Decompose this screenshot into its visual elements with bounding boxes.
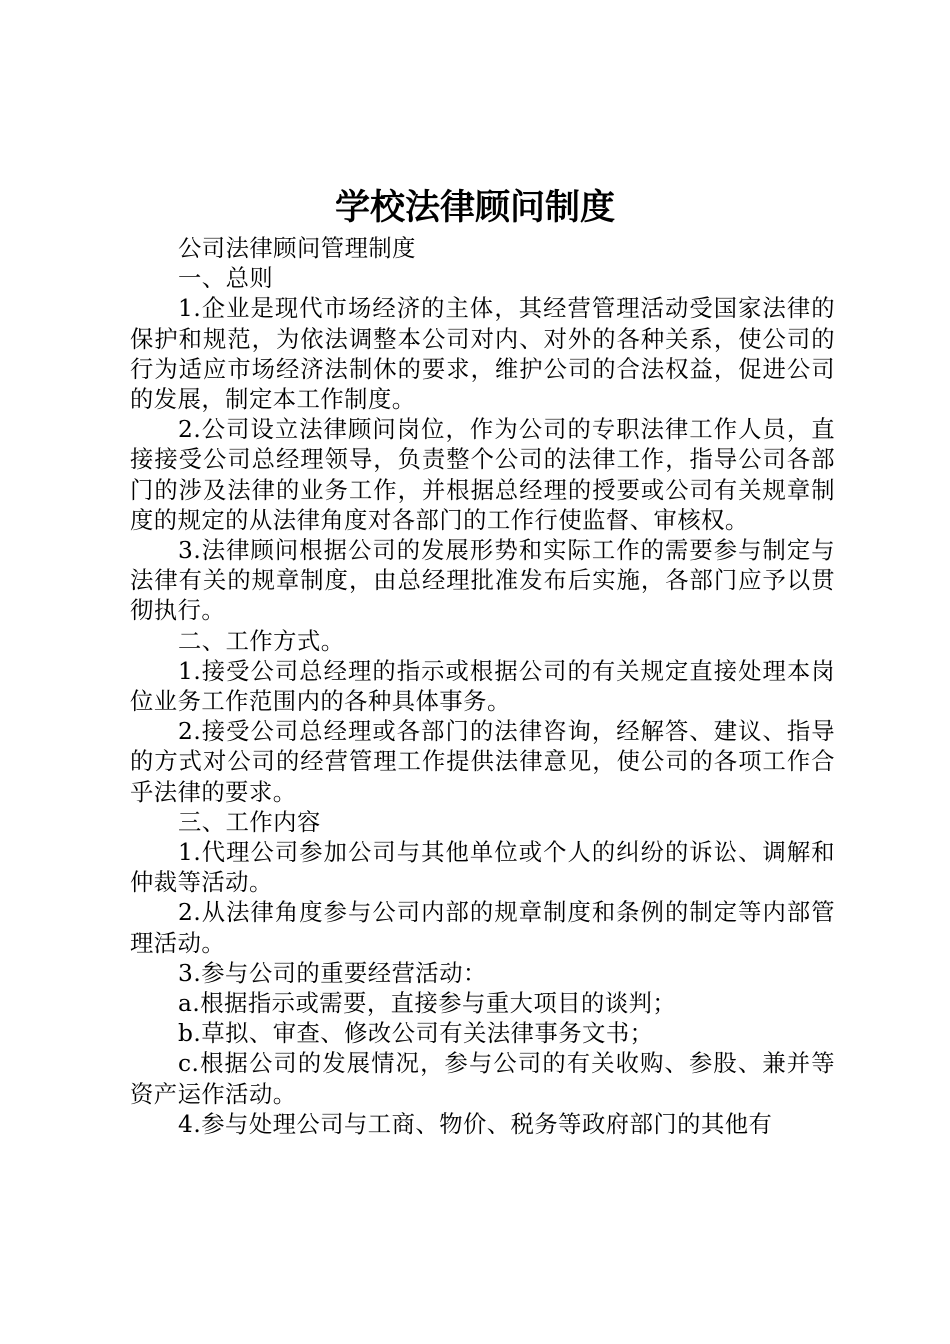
section-heading-work-content: 三、工作内容	[178, 808, 321, 836]
paragraph: 2.从法律角度参与公司内部的规章制度和条例的制定等内部管理活动。	[130, 899, 835, 957]
paragraph: 2.公司设立法律顾问岗位，作为公司的专职法律工作人员，直接接受公司总经理领导，负责整个公司的法律工作，指导公司各部门的涉及法律的业务工作，并根据总经理的授要或公司有关规章制度的规定的从法律角度对各部门的工作行使监督、审核权。	[130, 416, 835, 534]
paragraph-subtitle: 公司法律顾问管理制度	[178, 235, 416, 262]
paragraph: 1.代理公司参加公司与其他单位或个人的纠纷的诉讼、调解和仲裁等活动。	[130, 839, 835, 897]
list-item: b.草拟、审查、修改公司有关法律事务文书；	[178, 1020, 654, 1048]
section-heading-work-method: 二、工作方式。	[178, 627, 345, 655]
paragraph: 3.参与公司的重要经营活动：	[178, 959, 487, 987]
list-item: c.根据公司的发展情况，参与公司的有关收购、参股、兼并等资产运作活动。	[130, 1050, 835, 1108]
section-heading-general: 一、总则	[178, 265, 274, 293]
document-title: 学校法律顾问制度	[334, 187, 615, 228]
paragraph: 1.企业是现代市场经济的主体，其经营管理活动受国家法律的保护和规范，为依法调整本公司对内、对外的各种关系，使公司的行为适应市场经济法制休的要求，维护公司的合法权益，促进公司的发展，制定本工作制度。	[130, 295, 835, 414]
document-body	[130, 234, 835, 1140]
paragraph: 2.接受公司总经理或各部门的法律咨询，经解答、建议、指导的方式对公司的经营管理工作提供法律意见，使公司的各项工作合乎法律的要求。	[130, 718, 835, 806]
paragraph: 1.接受公司总经理的指示或根据公司的有关规定直接处理本岗位业务工作范围内的各种具体事务。	[130, 657, 835, 716]
paragraph: 4.参与处理公司与工商、物价、税务等政府部门的其他有	[178, 1110, 773, 1138]
list-item: a.根据指示或需要，直接参与重大项目的谈判；	[178, 990, 677, 1018]
paragraph: 3.法律顾问根据公司的发展形势和实际工作的需要参与制定与法律有关的规章制度，由总经理批准发布后实施，各部门应予以贯彻执行。	[130, 537, 835, 625]
